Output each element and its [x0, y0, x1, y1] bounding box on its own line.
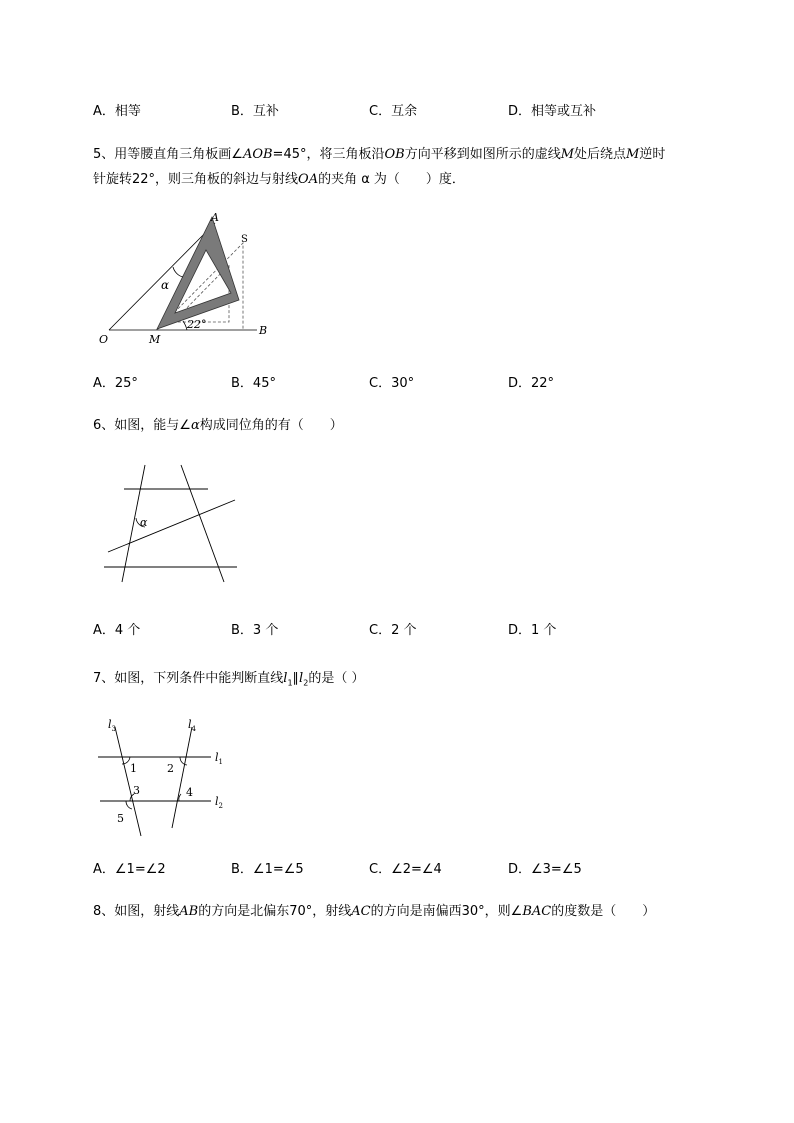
q4-option-a: A．相等	[93, 104, 141, 119]
q5-ray-name: OB	[384, 147, 405, 162]
q4-option-b: B．互补	[231, 104, 279, 119]
q5-text: 处后绕点	[574, 147, 627, 162]
angle4-arc	[179, 794, 181, 801]
q6-option-a: A．4 个	[93, 623, 141, 638]
q6-option-b: B．3 个	[231, 623, 279, 638]
q7-option-a: A．∠1=∠2	[93, 862, 166, 877]
q5-text: =45°，将三角板沿	[272, 147, 385, 162]
q8-text: 的度数是（ ）	[551, 904, 656, 919]
q7-option-b: B．∠1=∠5	[231, 862, 304, 877]
q5-figure	[95, 205, 285, 350]
q7-parallel: ∥	[292, 671, 300, 686]
label-s: S	[241, 234, 248, 245]
q7-text: 7、如图，下列条件中能判断直线	[93, 671, 284, 686]
q7-sub1: 1	[287, 678, 293, 688]
q5-point-name: M	[626, 147, 640, 162]
q7-stem	[93, 667, 364, 688]
q5-option-c: C．30°	[369, 376, 415, 391]
label-alpha: α	[161, 278, 170, 292]
q7-l1: l	[283, 671, 288, 686]
q5-option-b: B．45°	[231, 376, 276, 391]
q4-option-c: C．互余	[369, 104, 418, 119]
alpha-arc	[173, 267, 183, 277]
label-l3: $l_3$	[108, 718, 116, 733]
q5-angle-name: AOB	[242, 147, 273, 162]
q6-line-right	[181, 465, 224, 582]
q4-option-d: D．相等或互补	[508, 104, 597, 119]
q5-text: 针旋转22°，则三角板的斜边与射线	[93, 172, 299, 187]
label-5: 5	[117, 812, 124, 825]
q5-text: 逆时	[639, 147, 666, 162]
q5-option-a: A．25°	[93, 376, 138, 391]
q7-l2: l	[299, 671, 304, 686]
line-l4	[172, 727, 192, 828]
q6-figure	[100, 460, 240, 590]
q5-option-d: D．22°	[508, 376, 555, 391]
q6-option-d: D．1 个	[508, 623, 557, 638]
q6-label-alpha: α	[140, 516, 148, 529]
q7-figure	[96, 712, 236, 837]
q8-text: 8、如图，射线	[93, 904, 180, 919]
q8-ray-ac: AC	[351, 904, 371, 919]
q6-alpha: α	[190, 418, 200, 433]
label-3: 3	[133, 784, 140, 797]
q6-text: 6、如图，能与∠	[93, 418, 191, 433]
q5-ray-name: OA	[298, 172, 319, 187]
q6-option-c: C．2 个	[369, 623, 417, 638]
q8-ray-ab: AB	[179, 904, 199, 919]
label-m: M	[149, 333, 161, 346]
label-1: 1	[130, 762, 137, 775]
label-l1: $l_1$	[215, 751, 223, 766]
label-22: 22°	[187, 318, 207, 331]
q6-text: 构成同位角的有（ ）	[199, 418, 343, 433]
q5-text: 5、用等腰直角三角板画∠	[93, 147, 243, 162]
q7-option-c: C．∠2=∠4	[369, 862, 442, 877]
q5-text: 的夹角 α 为（ ）度．	[318, 172, 465, 187]
label-b: B	[259, 324, 268, 337]
label-l2: $l_2$	[215, 795, 223, 810]
angle5-arc	[126, 801, 132, 809]
q8-text: 的方向是北偏东70°，射线	[198, 904, 352, 919]
label-l4: $l_4$	[188, 718, 196, 733]
q7-sub2: 2	[303, 678, 309, 688]
q7-option-d: D．∠3=∠5	[508, 862, 582, 877]
q7-text: 的是（ ）	[308, 671, 365, 686]
q8-angle-bac: BAC	[522, 904, 552, 919]
label-o: O	[99, 333, 109, 346]
q8-stem	[93, 900, 655, 919]
q6-stem	[93, 414, 343, 433]
label-4: 4	[186, 786, 193, 799]
rotated-triangle-plate	[157, 217, 239, 329]
q6-line-transversal	[108, 500, 235, 552]
label-a: A	[211, 211, 219, 224]
q5-stem-line2	[93, 168, 465, 187]
q5-text: 方向平移到如图所示的虚线	[404, 147, 561, 162]
label-2: 2	[167, 762, 174, 775]
q8-text: 的方向是南偏西30°，则∠	[370, 904, 523, 919]
q5-point-name: M	[560, 147, 575, 162]
q5-stem-line1	[93, 143, 665, 162]
